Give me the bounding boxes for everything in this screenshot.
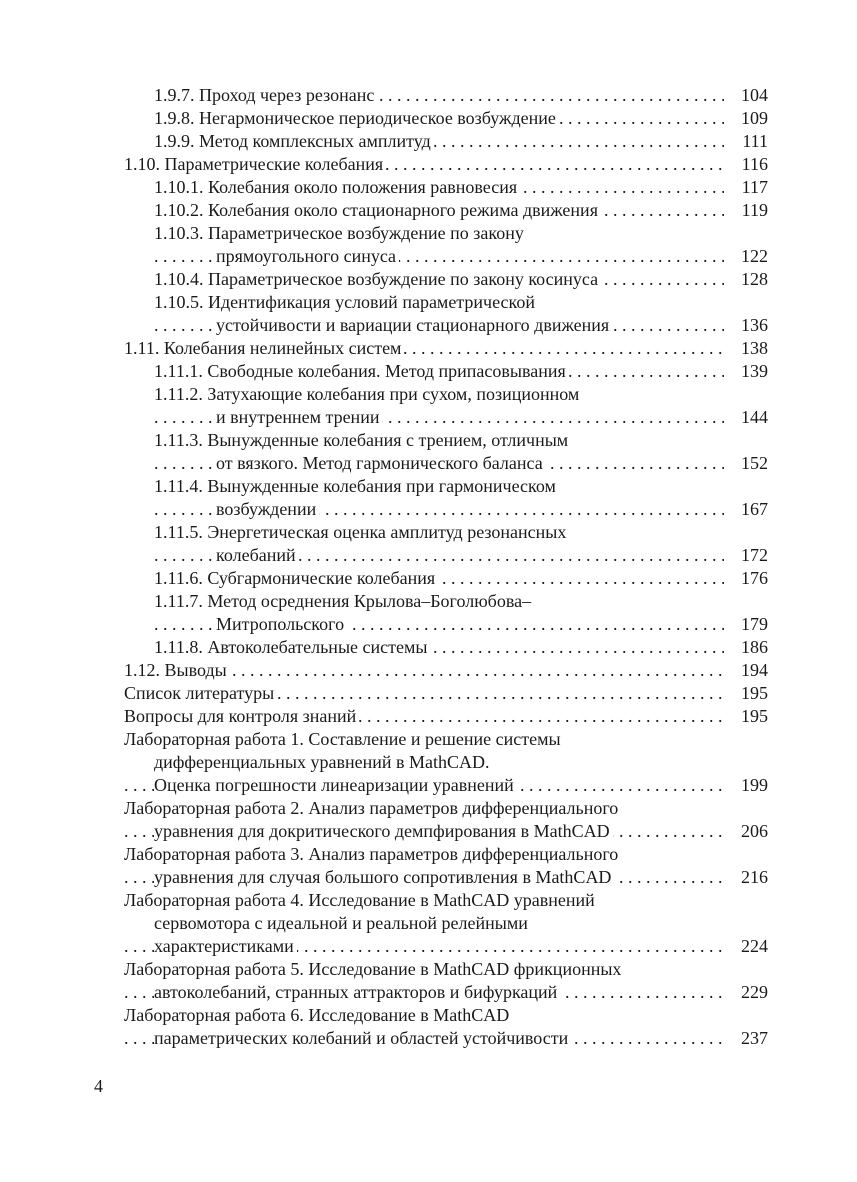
toc-entry-title: автоколебаний, странных аттракторов и бифуркаций	[154, 982, 560, 1002]
toc-entry-page: 224	[724, 935, 768, 958]
toc-entry-last-line	[124, 153, 768, 176]
toc-entry-title: и внутреннем трении	[216, 407, 382, 427]
toc-entry	[124, 429, 768, 475]
toc-entry-title: сервомотора с идеальной и реальной релейными	[154, 913, 531, 933]
toc-entry	[124, 590, 768, 636]
toc-entry-page: 122	[724, 245, 768, 268]
toc-entry-page: 138	[724, 337, 768, 360]
toc-entry-page: 186	[724, 636, 768, 659]
toc-entry-line	[124, 797, 768, 820]
toc-entry	[124, 728, 768, 797]
toc-entry-last-line	[124, 682, 768, 705]
toc-entry-page: 216	[724, 866, 768, 889]
toc-entry-title: устойчивости и вариации стационарного движения	[216, 315, 612, 335]
toc-entry-title: 1.9.8. Негармоническое периодическое возбуждение	[154, 108, 559, 128]
toc-entry	[124, 268, 768, 291]
toc-entry	[124, 1004, 768, 1050]
toc-entry-title: 1.10.1. Колебания около положения равновесия	[154, 177, 520, 197]
toc-entry	[124, 337, 768, 360]
toc-entry-title: параметрических колебаний и областей устойчивости	[154, 1028, 571, 1048]
toc-entry-last-line	[154, 107, 768, 130]
toc-entry-page: 195	[724, 682, 768, 705]
toc-entry-page: 172	[724, 544, 768, 567]
toc-entry	[124, 475, 768, 521]
toc-entry-line	[124, 958, 768, 981]
toc-entry-page: 176	[724, 567, 768, 590]
toc-entry-last-line	[124, 866, 768, 889]
toc-entry-page: 152	[724, 452, 768, 475]
toc-entry-last-line	[154, 84, 768, 107]
toc-entry-title: дифференциальных уравнений в MathCAD.	[154, 752, 492, 772]
toc-entry	[124, 889, 768, 958]
toc-entry	[124, 107, 768, 130]
toc-entry-title: прямоугольного синуса	[216, 246, 399, 266]
toc-entry-page: 128	[724, 268, 768, 291]
toc-entry-last-line	[154, 130, 768, 153]
toc-entry	[124, 383, 768, 429]
toc-entry	[124, 521, 768, 567]
toc-entry-title: 1.11.1. Свободные колебания. Метод припасовывания	[154, 361, 569, 381]
toc-entry-title: Лабораторная работа 3. Анализ параметров дифференциального	[124, 844, 621, 864]
toc-entry-last-line	[154, 498, 768, 521]
toc-entry-title: 1.10.3. Параметрическое возбуждение по закону	[154, 223, 527, 243]
toc-entry-last-line	[154, 245, 768, 268]
toc-entry-page: 119	[724, 199, 768, 222]
page-number: 4	[94, 1076, 103, 1096]
toc-entry-page: 144	[724, 406, 768, 429]
toc-entry-title: возбуждении	[216, 499, 319, 519]
toc-entry	[124, 636, 768, 659]
toc-entry-page: 195	[724, 705, 768, 728]
toc-entry-page: 229	[724, 981, 768, 1004]
toc-entry-last-line	[124, 774, 768, 797]
toc-entry	[124, 567, 768, 590]
toc-entry-last-line	[124, 981, 768, 1004]
toc-entry-line	[124, 889, 768, 912]
toc-entry	[124, 291, 768, 337]
toc-entry-title: Лабораторная работа 1. Составление и решение системы	[124, 729, 564, 749]
toc-entry-page: 104	[724, 84, 768, 107]
toc-entry-last-line	[154, 452, 768, 475]
toc-entry-title: Лабораторная работа 2. Анализ параметров дифференциального	[124, 798, 621, 818]
toc-entry-last-line	[124, 659, 768, 682]
toc-entry-line	[154, 590, 768, 613]
toc-entry-last-line	[154, 360, 768, 383]
toc-entry-page: 199	[724, 774, 768, 797]
toc-entry-last-line	[154, 314, 768, 337]
toc-entry-line	[154, 429, 768, 452]
toc-entry-page: 206	[724, 820, 768, 843]
toc-entry	[124, 843, 768, 889]
toc-entry-title: Лабораторная работа 4. Исследование в MathCAD уравнений	[124, 890, 598, 910]
toc-entry-page: 117	[724, 176, 768, 199]
toc-entry-page: 116	[724, 153, 768, 176]
toc-entry-last-line	[124, 1027, 768, 1050]
toc-entry-title: 1.10.2. Колебания около стационарного режима движения	[154, 200, 601, 220]
toc-entry	[124, 705, 768, 728]
toc-entry-title: Митропольского	[216, 614, 347, 634]
toc-entry-last-line	[154, 406, 768, 429]
toc-entry	[124, 797, 768, 843]
toc-entry-line	[154, 222, 768, 245]
toc-entry-line	[154, 521, 768, 544]
toc-entry-last-line	[154, 613, 768, 636]
toc-entry	[124, 659, 768, 682]
toc-entry-title: 1.11.7. Метод осреднения Крылова–Боголюбова–	[154, 591, 534, 611]
toc-entry-title: 1.11. Колебания нелинейных систем	[124, 338, 404, 358]
toc-entry-page: 179	[724, 613, 768, 636]
toc-entry-last-line	[154, 268, 768, 291]
toc-entry-last-line	[124, 820, 768, 843]
toc-entry-line	[124, 1004, 768, 1027]
toc-entry-title: 1.11.8. Автоколебательные системы	[154, 637, 430, 657]
toc-entry-line	[154, 475, 768, 498]
toc-entry-last-line	[154, 636, 768, 659]
toc-entry-line	[124, 751, 768, 774]
toc-entry-title: уравнения для докритического демпфирования в MathCAD	[154, 821, 613, 841]
toc-entry-line	[154, 383, 768, 406]
toc-entry	[124, 176, 768, 199]
toc-entry-title: Лабораторная работа 5. Исследование в MathCAD фрикционных	[124, 959, 624, 979]
toc-entry-last-line	[154, 176, 768, 199]
toc-entry-title: 1.12. Выводы	[124, 660, 230, 680]
toc-entry-title: 1.11.5. Энергетическая оценка амплитуд резонансных	[154, 522, 569, 542]
toc-entry-title: 1.11.2. Затухающие колебания при сухом, позиционном	[154, 384, 582, 404]
toc-entry-title: 1.10.4. Параметрическое возбуждение по закону косинуса	[154, 269, 601, 289]
toc-entry-title: Лабораторная работа 6. Исследование в MathCAD	[124, 1005, 512, 1025]
toc-entry-line	[124, 728, 768, 751]
toc-entry-title: 1.9.9. Метод комплексных амплитуд	[154, 131, 434, 151]
toc-entry-title: 1.11.4. Вынужденные колебания при гармоническом	[154, 476, 559, 496]
toc-entry	[124, 153, 768, 176]
toc-entry-page: 136	[724, 314, 768, 337]
toc-entry-page: 167	[724, 498, 768, 521]
toc-entry-title: 1.11.3. Вынужденные колебания с трением, отличным	[154, 430, 571, 450]
toc-entry	[124, 222, 768, 268]
toc-entry-page: 109	[724, 107, 768, 130]
toc-entry	[124, 682, 768, 705]
toc-entry-title: характеристиками	[154, 936, 297, 956]
toc-entry-last-line	[154, 544, 768, 567]
toc-entry-line	[124, 843, 768, 866]
toc-entry-title: Список литературы	[124, 683, 277, 703]
toc-entry-last-line	[154, 199, 768, 222]
toc-entry-page: 194	[724, 659, 768, 682]
toc-entry-page: 237	[724, 1027, 768, 1050]
toc-entry-title: от вязкого. Метод гармонического баланса	[216, 453, 546, 473]
toc-entry-last-line	[124, 935, 768, 958]
toc-entry-title: 1.9.7. Проход через резонанс	[154, 85, 377, 105]
toc-entry-line	[124, 912, 768, 935]
toc-entry	[124, 360, 768, 383]
toc-entry-page: 111	[724, 130, 768, 153]
toc-entry-last-line	[124, 705, 768, 728]
toc-entry-title: уравнения для случая большого сопротивления в MathCAD	[154, 867, 614, 887]
toc-entry-last-line	[124, 337, 768, 360]
toc-entry	[124, 84, 768, 107]
toc-entry-title: 1.10. Параметрические колебания	[124, 154, 386, 174]
toc-entry-last-line	[154, 567, 768, 590]
toc-entry-title: Вопросы для контроля знаний	[124, 706, 359, 726]
toc-entry-title: колебаний	[216, 545, 299, 565]
toc-entry-title: 1.11.6. Субгармонические колебания	[154, 568, 438, 588]
toc-entry	[124, 130, 768, 153]
toc-entry	[124, 958, 768, 1004]
table-of-contents	[124, 84, 768, 1050]
toc-entry-title: Оценка погрешности линеаризации уравнений	[154, 775, 517, 795]
toc-entry	[124, 199, 768, 222]
toc-entry-line	[154, 291, 768, 314]
toc-entry-title: 1.10.5. Идентификация условий параметрической	[154, 292, 538, 312]
toc-entry-page: 139	[724, 360, 768, 383]
